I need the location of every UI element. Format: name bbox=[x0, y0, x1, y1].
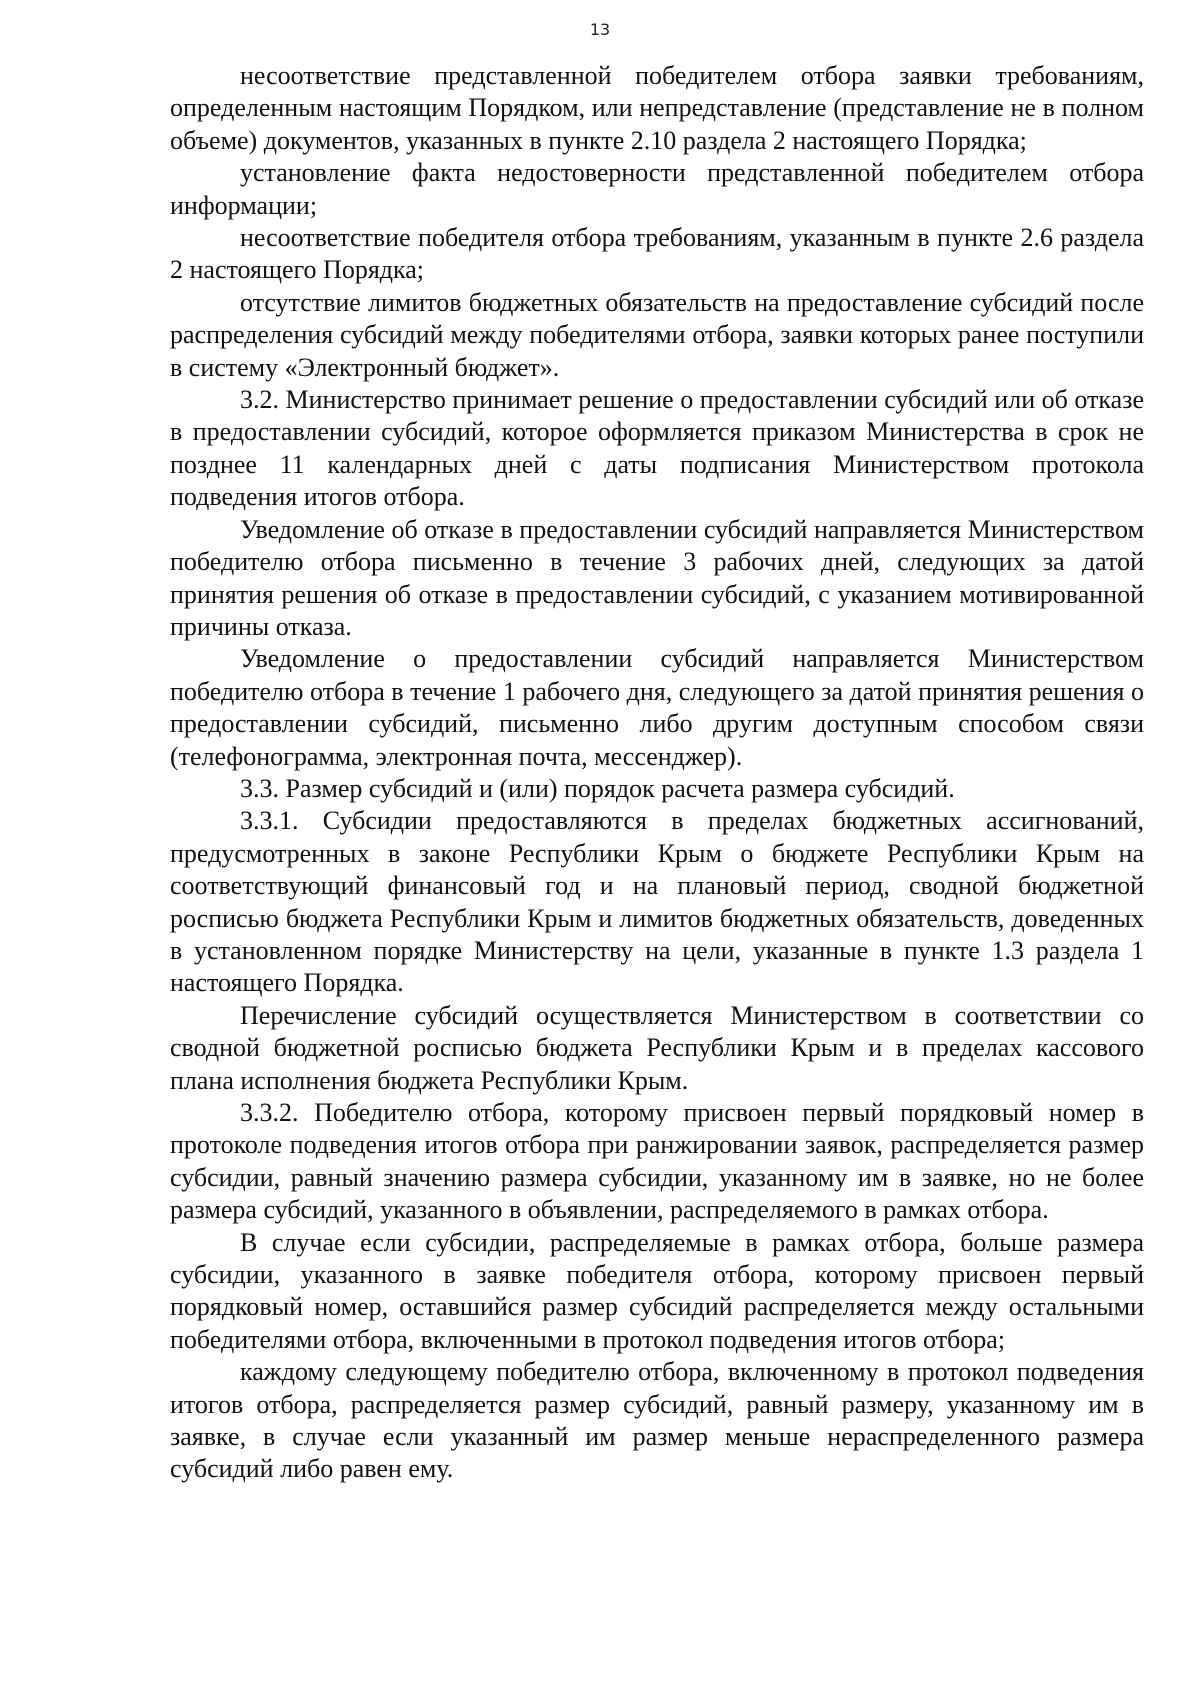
paragraph-2: установление факта недостоверности представленной победителем отбора информации; bbox=[170, 158, 1144, 220]
paragraph-8: 3.3. Размер субсидий и (или) порядок расчета размера субсидий. bbox=[240, 773, 955, 803]
paragraph-12: В случае если субсидии, распределяемые в рамках отбора, больше размера субсидии, указанного в заявке победителя отбора, которому присвоен первый порядковый номер, оставшийся размер субсидий распределяется между остальными победителями отбора, включенными в протокол подведения итогов отбора; bbox=[170, 1227, 1144, 1354]
page-number: 13 bbox=[589, 20, 611, 39]
paragraph-7: Уведомление о предоставлении субсидий направляется Министерством победителю отбора в течение 1 рабочего дня, следующего за датой принятия решения о предоставлении субсидий, письменно либо другим доступным способом связи (телефонограмма, электронная почта, мессенджер). bbox=[170, 644, 1144, 771]
paragraph-4: отсутствие лимитов бюджетных обязательств на предоставление субсидий после распределения субсидий между победителями отбора, заявки которых ранее поступили в систему «Электронный бюджет». bbox=[170, 287, 1144, 382]
paragraph-11: 3.3.2. Победителю отбора, которому присвоен первый порядковый номер в протоколе подведения итогов отбора при ранжировании заявок, распределяется размер субсидии, равный значению размера субсидии, указанному им в заявке, но не более размера субсидий, указанного в объявлении, распределяемого в рамках отбора. bbox=[170, 1098, 1144, 1225]
paragraph-3: несоответствие победителя отбора требованиям, указанным в пункте 2.6 раздела 2 настоящего Порядка; bbox=[170, 223, 1144, 285]
paragraph-6: Уведомление об отказе в предоставлении субсидий направляется Министерством победителю отбора письменно в течение 3 рабочих дней, следующих за датой принятия решения об отказе в предоставлении субсидий, с указанием мотивированной причины отказа. bbox=[170, 514, 1144, 641]
paragraph-5: 3.2. Министерство принимает решение о предоставлении субсидий или об отказе в предоставлении субсидий, которое оформляется приказом Министерства в срок не позднее 11 календарных дней с даты подписания Министерством протокола подведения итогов отбора. bbox=[170, 385, 1144, 512]
document-body bbox=[170, 60, 1144, 1486]
paragraph-1: несоответствие представленной победителем отбора заявки требованиям, определенным настоящим Порядком, или непредставление (представление не в полном объеме) документов, указанных в пункте 2.10 раздела 2 настоящего Порядка; bbox=[170, 61, 1144, 155]
paragraph-13: каждому следующему победителю отбора, включенному в протокол подведения итогов отбора, распределяется размер субсидий, равный размеру, указанному им в заявке, в случае если указанный им размер меньше нераспределенного размера субсидий либо равен ему. bbox=[170, 1357, 1144, 1484]
paragraph-9: 3.3.1. Субсидии предоставляются в пределах бюджетных ассигнований, предусмотренных в законе Республики Крым о бюджете Республики Крым на соответствующий финансовый год и на плановый период, сводной бюджетной росписью бюджета Республики Крым и лимитов бюджетных обязательств, доведенных в установленном порядке Министерству на цели, указанные в пункте 1.3 раздела 1 настоящего Порядка. bbox=[170, 806, 1144, 998]
paragraph-10: Перечисление субсидий осуществляется Министерством в соответствии со сводной бюджетной росписью бюджета Республики Крым и в пределах кассового плана исполнения бюджета Республики Крым. bbox=[170, 1000, 1144, 1095]
